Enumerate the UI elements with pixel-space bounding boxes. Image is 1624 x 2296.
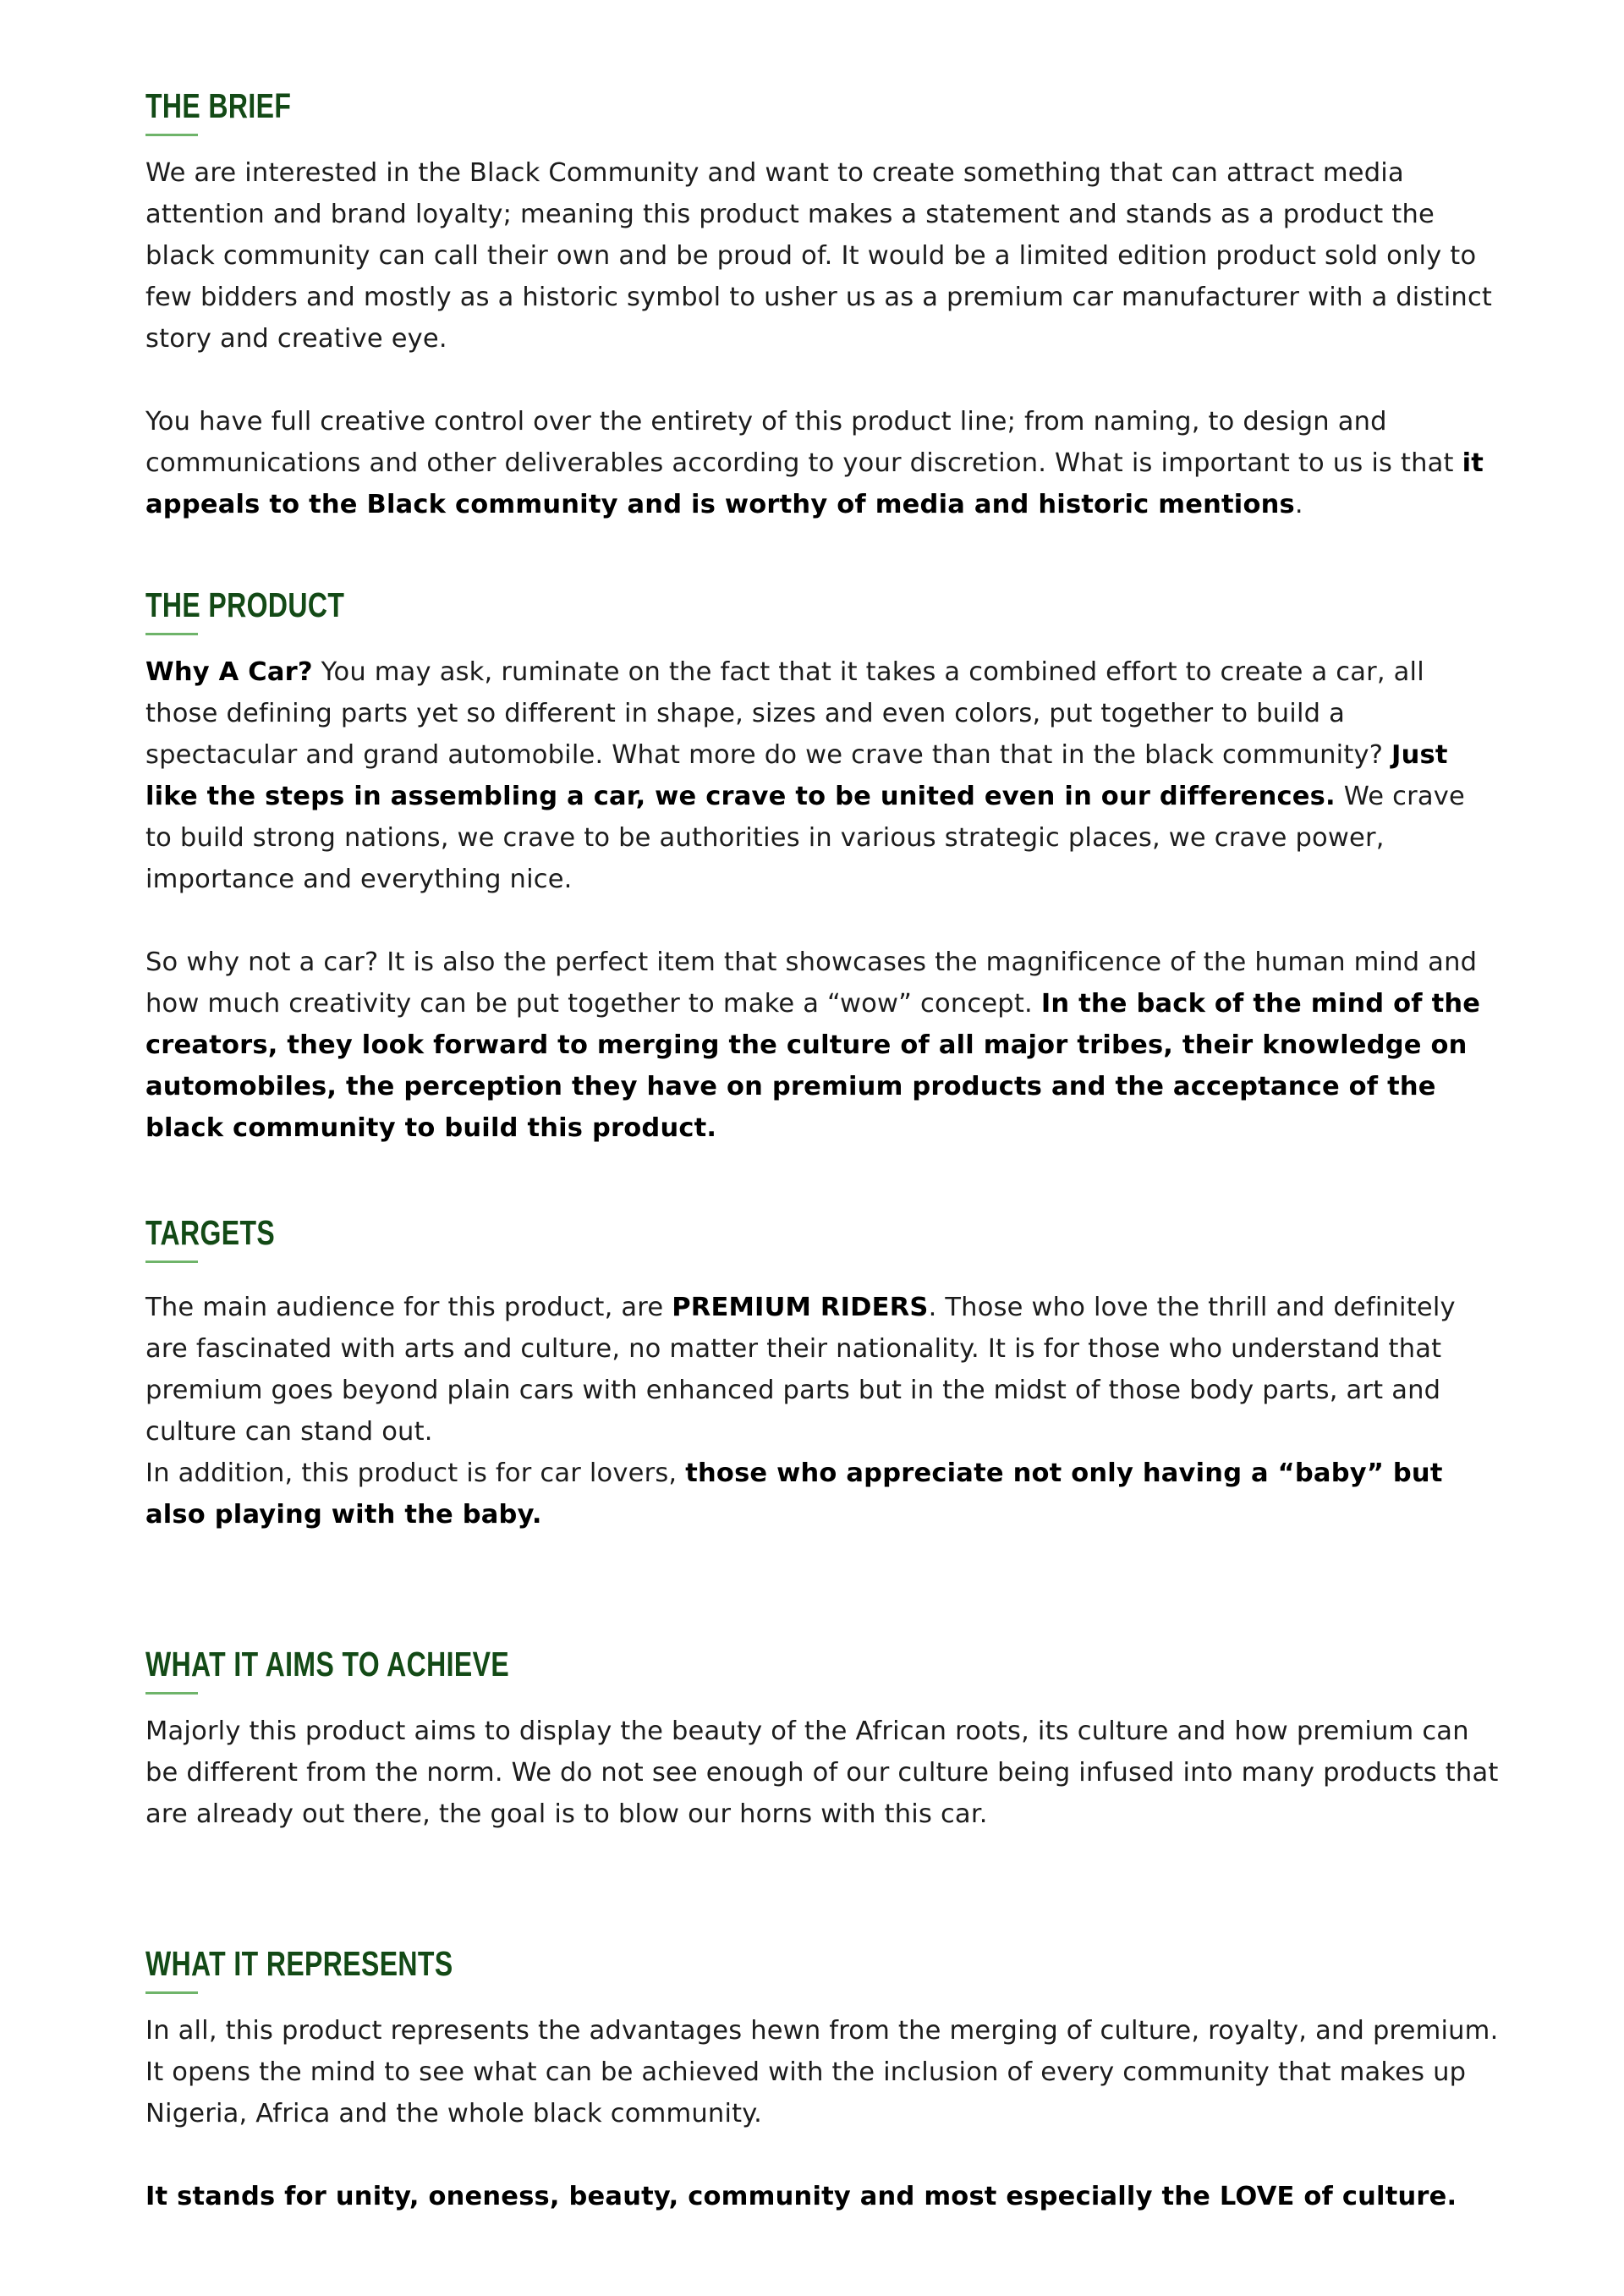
product-p1-text-a: You may ask, ruminate on the fact that it takes a combined effort to create a car, all those defining parts yet so different in shape, sizes and even colors, put together to build a spectacular and grand automobile. What more do we crave than that in the black community? xyxy=(145,657,1424,770)
section-what-it-aims-to-achieve xyxy=(145,1643,1499,1835)
brief-p2-text: You have full creative control over the entirety of this product line; from naming, to design and communications and other deliverables according to your discretion. What is important to us is that xyxy=(145,407,1462,478)
brief-paragraph-2 xyxy=(145,401,1499,525)
represents-paragraph-2 xyxy=(145,2176,1499,2217)
heading-targets: TARGETS xyxy=(145,1213,276,1252)
targets-paragraph-1 xyxy=(145,1287,1499,1453)
section-the-product xyxy=(145,584,1499,1149)
section-what-it-represents xyxy=(145,1942,1499,2217)
represents-paragraph-1: In all, this product represents the advantages hewn from the merging of culture, royalty, and premium. It opens the mind to see what can be achieved with the inclusion of every community that makes up Nigeria, Africa and the whole black community. xyxy=(145,2016,1499,2128)
heading-underline xyxy=(145,1991,198,1994)
brief-p2-end: . xyxy=(1294,490,1303,519)
product-paragraph-2 xyxy=(145,942,1499,1149)
targets-p1-text-b: . Those who love the thrill and definitely are fascinated with arts and culture, no matter their nationality. It is for those who understand that premium goes beyond plain cars with enhanced parts but in the midst of those body parts, art and culture can stand out. xyxy=(145,1293,1456,1447)
represents-p2-bold: It stands for unity, oneness, beauty, community and most especially the LOVE of culture. xyxy=(145,2182,1457,2211)
targets-p2-bold: those who appreciate not only having a “baby” but also playing with the baby. xyxy=(145,1458,1443,1530)
heading-underline xyxy=(145,633,198,635)
section-the-brief xyxy=(145,85,1499,525)
aims-paragraph-1: Majorly this product aims to display the beauty of the African roots, its culture and how premium can be different from the norm. We do not see enough of our culture being infused into many products that are already out there, the goal is to blow our horns with this car. xyxy=(145,1717,1499,1829)
heading-underline xyxy=(145,134,198,136)
product-p1-bold-statement: Just like the steps in assembling a car, we crave to be united even in our differences. xyxy=(145,740,1448,811)
targets-p2-text: In addition, this product is for car lovers, xyxy=(145,1458,686,1488)
heading-what-it-aims-to-achieve: WHAT IT AIMS TO ACHIEVE xyxy=(145,1645,510,1684)
brief-p2-bold: it appeals to the Black community and is worthy of media and historic mentions xyxy=(145,448,1484,519)
product-paragraph-1 xyxy=(145,651,1499,900)
targets-p1-text-a: The main audience for this product, are xyxy=(145,1293,672,1322)
heading-what-it-represents: WHAT IT REPRESENTS xyxy=(145,1944,453,1983)
heading-underline xyxy=(145,1261,198,1263)
targets-p1-bold: PREMIUM RIDERS xyxy=(672,1293,929,1322)
product-p1-text-b: We crave to build strong nations, we crave to be authorities in various strategic places, we crave power, importance and everything nice. xyxy=(145,782,1465,894)
product-p2-text: So why not a car? It is also the perfect item that showcases the magnificence of the human mind and how much creativity can be put together to make a “wow” concept. xyxy=(145,948,1478,1019)
product-p2-bold: In the back of the mind of the creators, they look forward to merging the culture of all major tribes, their knowledge on automobiles, the perception they have on premium products and the acceptance of the black community to build this product. xyxy=(145,989,1481,1143)
targets-paragraph-2 xyxy=(145,1453,1499,1535)
brief-paragraph-1: We are interested in the Black Community and want to create something that can attract media attention and brand loyalty; meaning this product makes a statement and stands as a product the black community can call their own and be proud of. It would be a limited edition product sold only to few bidders and mostly as a historic symbol to usher us as a premium car manufacturer with a distinct story and creative eye. xyxy=(145,158,1493,354)
section-targets xyxy=(145,1211,1499,1535)
product-p1-bold-question: Why A Car? xyxy=(145,657,313,687)
heading-the-product: THE PRODUCT xyxy=(145,585,345,624)
heading-underline xyxy=(145,1692,198,1695)
heading-the-brief: THE BRIEF xyxy=(145,86,292,125)
